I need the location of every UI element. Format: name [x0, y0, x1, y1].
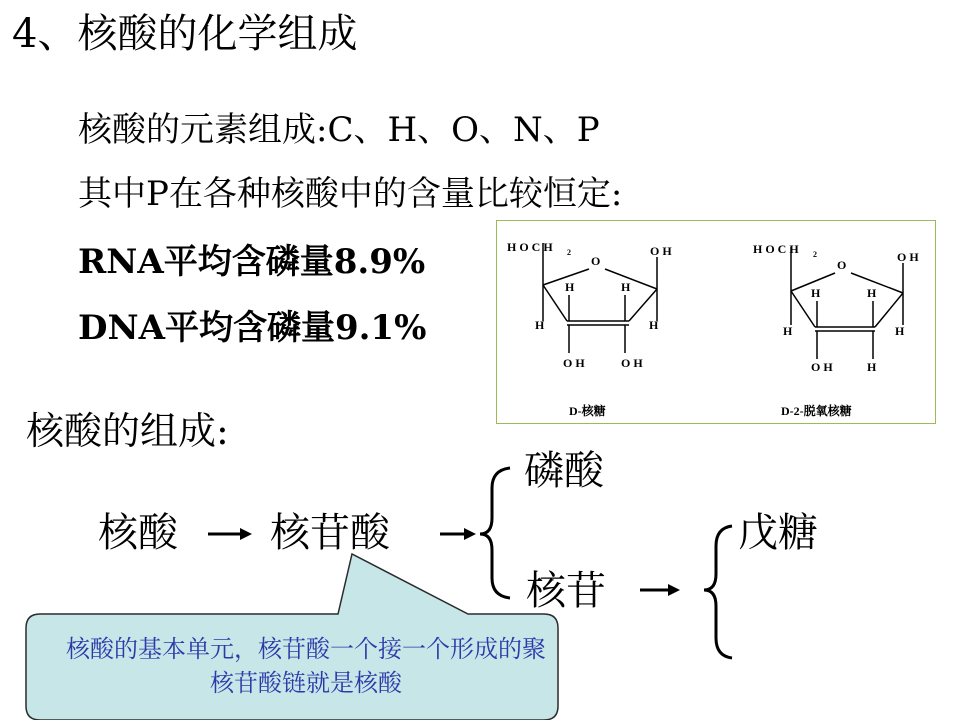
pentose-label: 戊糖 [738, 510, 818, 556]
elements-line: 核酸的元素组成:C、H、O、N、P [78, 110, 600, 150]
brace-nucleoside-icon [704, 526, 732, 658]
deoxyribose-h4: H [895, 324, 905, 338]
nucleoside-label: 核苷 [526, 568, 606, 614]
arrow-nucleic-to-nucleotide-icon [208, 528, 252, 540]
ribose-ring-o: O [591, 254, 601, 268]
deoxyribose-h2: H [867, 286, 877, 300]
phosphoric-acid-label: 磷酸 [524, 448, 604, 494]
ribose-h1: H [565, 280, 575, 294]
ribose-oh-right: O H [621, 356, 643, 370]
deoxyribose-caption: D-2-脱氧核糖 [781, 404, 852, 418]
deoxyribose-h-right: H [867, 360, 877, 374]
slide-title: 4、核酸的化学组成 [12, 11, 358, 57]
ribose-h4: H [649, 318, 659, 332]
nucleic-acid-label: 核酸 [98, 510, 178, 556]
deoxyribose-oh-top: O H [897, 250, 919, 264]
callout-text: 核酸的基本单元，核苷酸一个接一个形成的聚核苷酸链就是核酸 [66, 635, 546, 697]
arrow-nucleoside-to-pentose-icon [640, 584, 680, 596]
deoxyribose-sub2: 2 [813, 250, 817, 259]
ribose-sub2: 2 [567, 248, 571, 257]
phosphorus-line: 其中P在各种核酸中的含量比较恒定: [78, 174, 623, 214]
rna-phosphorus-line: RNA平均含磷量8.9% [78, 242, 426, 282]
deoxyribose-oh-left: O H [811, 360, 833, 374]
dna-phosphorus-line: DNA平均含磷量9.1% [78, 308, 427, 348]
ribose-hoch2: H O C H [507, 240, 553, 254]
callout-box [26, 614, 558, 720]
deoxyribose-h1: H [811, 286, 821, 300]
ribose-oh-top: O H [650, 244, 672, 258]
ribose-h3: H [535, 318, 545, 332]
arrow-nucleotide-to-parts-icon [440, 528, 476, 540]
ribose-oh-left: O H [563, 356, 585, 370]
deoxyribose-hoch2: H O C H [753, 242, 799, 256]
ribose-caption: D-核糖 [569, 404, 606, 418]
deoxyribose-ring-o: O [837, 258, 847, 272]
composition-heading: 核酸的组成: [26, 409, 229, 453]
deoxyribose-h3: H [783, 324, 793, 338]
nucleotide-label: 核苷酸 [270, 510, 390, 556]
ribose-h2: H [621, 280, 631, 294]
